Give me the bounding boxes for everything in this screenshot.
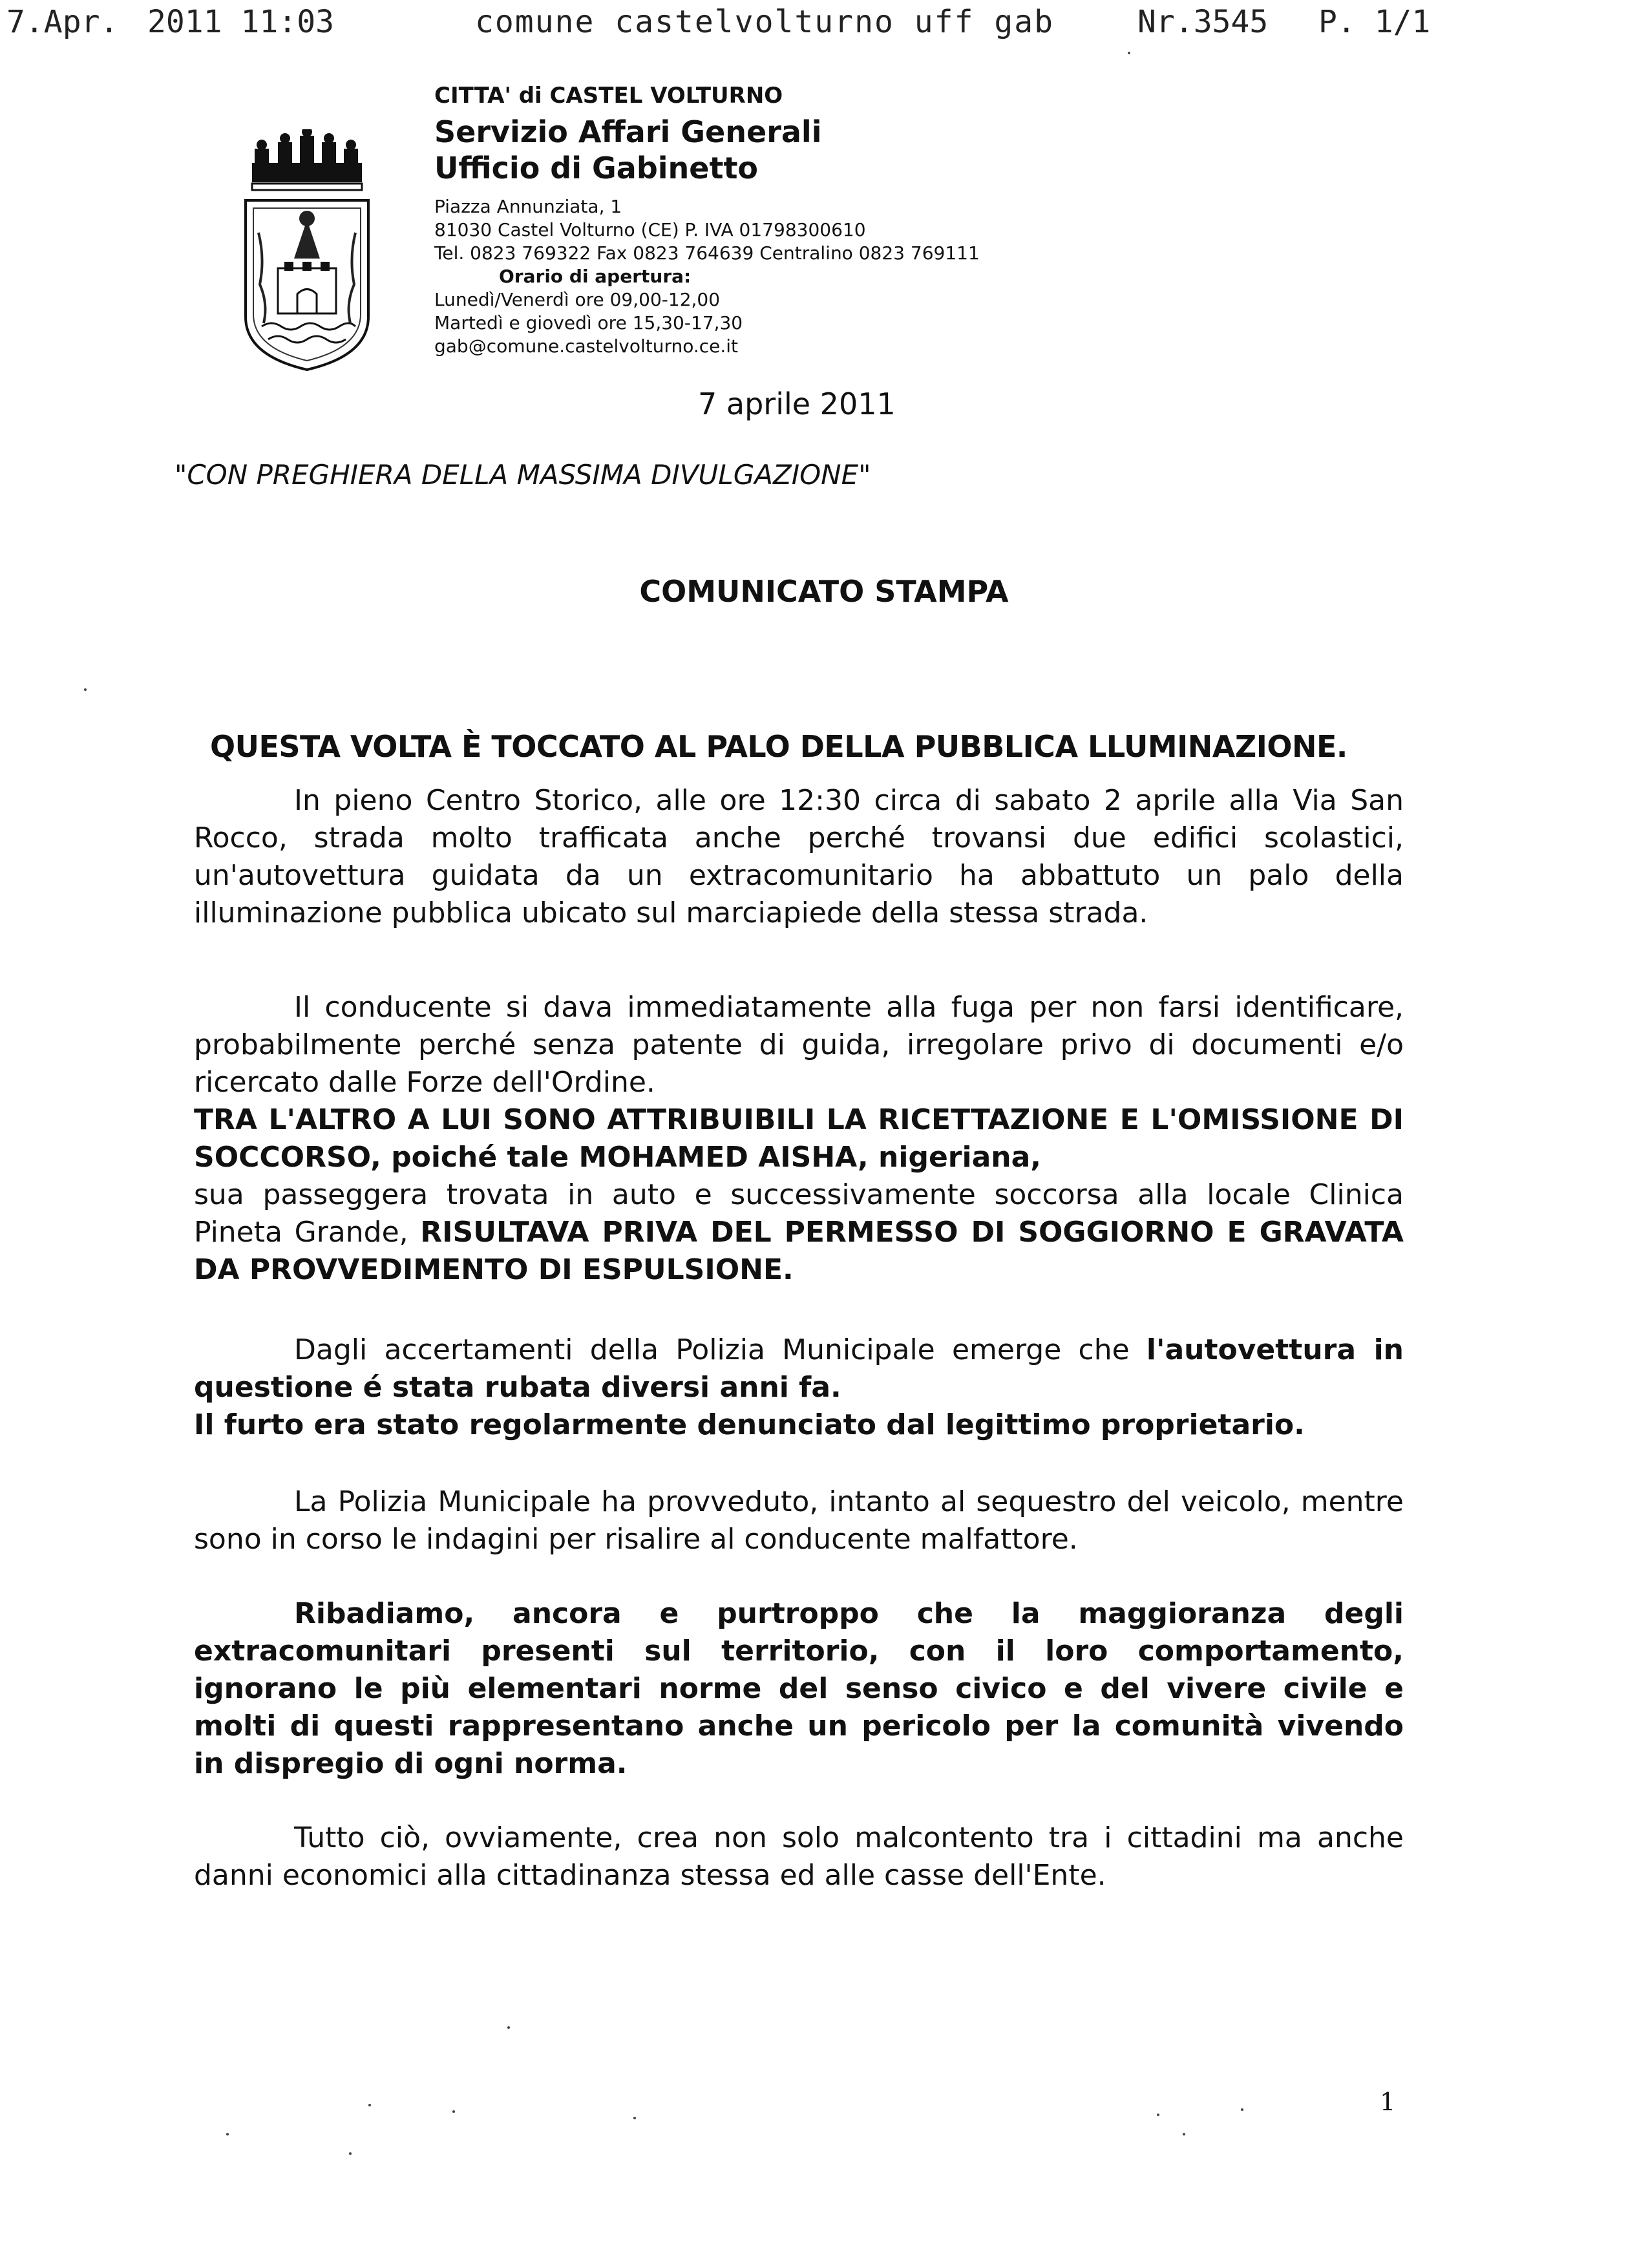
paragraph-4	[194, 1483, 1404, 1558]
paragraph-2	[194, 989, 1404, 1289]
fax-time: 2011 11:03	[147, 4, 334, 40]
office-name: Ufficio di Gabinetto	[434, 151, 759, 185]
fax-number: Nr.3545	[1137, 4, 1269, 40]
municipal-crest-icon	[233, 129, 381, 375]
page-number: 1	[1380, 2088, 1396, 2116]
paragraph-3	[194, 1331, 1404, 1444]
paragraph-3-bold-report: Il furto era stato regolarmente denunciato dal legittimo proprietario.	[194, 1408, 1305, 1441]
fax-date: 7.Apr.	[6, 4, 119, 40]
distribution-request: "CON PREGHIERA DELLA MASSIMA DIVULGAZIONE"	[174, 459, 871, 491]
fax-header	[0, 0, 1648, 52]
phone-numbers: Tel. 0823 769322 Fax 0823 764639 Centralino 0823 769111	[434, 242, 980, 264]
paragraph-2-bold-accusation: TRA L'ALTRO A LUI SONO ATTRIBUIBILI LA RICETTAZIONE E L'OMISSIONE DI SOCCORSO, poiché tale MOHAMED AISHA, nigeriana,	[194, 1103, 1404, 1174]
speck	[84, 688, 87, 691]
opening-hours-title: Orario di apertura:	[499, 266, 692, 287]
speck	[1128, 52, 1130, 54]
speck	[226, 2133, 229, 2136]
letterhead	[434, 83, 1274, 358]
speck	[1157, 2114, 1159, 2116]
email-address: gab@comune.castelvolturno.ce.it	[434, 335, 739, 357]
speck	[1241, 2108, 1243, 2111]
speck	[1183, 2133, 1185, 2136]
speck	[349, 2152, 352, 2155]
department-name: Servizio Affari Generali	[434, 114, 822, 149]
speck	[368, 2104, 371, 2106]
document-date: 7 aprile 2011	[698, 387, 896, 421]
opening-hours-weekdays: Lunedì/Venerdì ore 09,00-12,00	[434, 289, 721, 310]
fax-sender: comune castelvolturno uff gab	[475, 4, 1055, 40]
paragraph-3-bold-stolen: l'autovettura in questione é stata rubata diversi anni fa.	[194, 1333, 1404, 1404]
paragraph-3-text: Dagli accertamenti della Polizia Municipale emerge che	[294, 1333, 1146, 1366]
press-release-headline: QUESTA VOLTA È TOCCATO AL PALO DELLA PUBBLICA LLUMINAZIONE.	[210, 729, 1347, 764]
paragraph-2-bold-status: RISULTAVA PRIVA DEL PERMESSO DI SOGGIORNO E GRAVATA DA PROVVEDIMENTO DI ESPULSIONE.	[194, 1216, 1404, 1286]
speck	[452, 2110, 455, 2113]
paragraph-6-text: Tutto ciò, ovviamente, crea non solo malcontento tra i cittadini ma anche danni economici alla cittadinanza stessa ed alle casse dell'Ente.	[194, 1821, 1404, 1892]
paragraph-2-passenger: sua passeggera trovata in auto e successivamente soccorsa alla locale Clinica Pineta Grande,	[194, 1178, 1404, 1249]
paragraph-1-text: In pieno Centro Storico, alle ore 12:30 circa di sabato 2 aprile alla Via San Rocco, strada molto trafficata anche perché trovansi due edifici scolastici, un'autovettura guidata da un extracomunitario ha abbattuto un palo della illuminazione pubblica ubicato sul marciapiede della stessa strada.	[194, 784, 1404, 929]
address: Piazza Annunziata, 1	[434, 196, 622, 217]
paragraph-6	[194, 1819, 1404, 1894]
fax-page: P. 1/1	[1318, 4, 1431, 40]
opening-hours-tue-thu: Martedì e giovedì ore 15,30-17,30	[434, 312, 743, 334]
city-name: CITTA' di CASTEL VOLTURNO	[434, 83, 783, 109]
postal-info: 81030 Castel Volturno (CE) P. IVA 01798300610	[434, 219, 866, 240]
speck	[633, 2117, 636, 2119]
paragraph-5	[194, 1595, 1404, 1783]
speck	[507, 2026, 510, 2029]
paragraph-2-text: Il conducente si dava immediatamente alla fuga per non farsi identificare, probabilmente perché senza patente di guida, irregolare privo di documenti e/o ricercato dalle Forze dell'Ordine.	[194, 991, 1404, 1099]
paragraph-1	[194, 782, 1404, 932]
document-type-title: COMUNICATO STAMPA	[639, 574, 1009, 609]
paragraph-5-bold-text: Ribadiamo, ancora e purtroppo che la maggioranza degli extracomunitari presenti sul territorio, con il loro comportamento, ignorano le più elementari norme del senso civico e del vivere civile e molti di questi rappresentano anche un pericolo per la comunità vivendo in dispregio di ogni norma.	[194, 1597, 1404, 1780]
paragraph-4-text: La Polizia Municipale ha provveduto, intanto al sequestro del veicolo, mentre sono in corso le indagini per risalire al conducente malfattore.	[194, 1485, 1404, 1556]
